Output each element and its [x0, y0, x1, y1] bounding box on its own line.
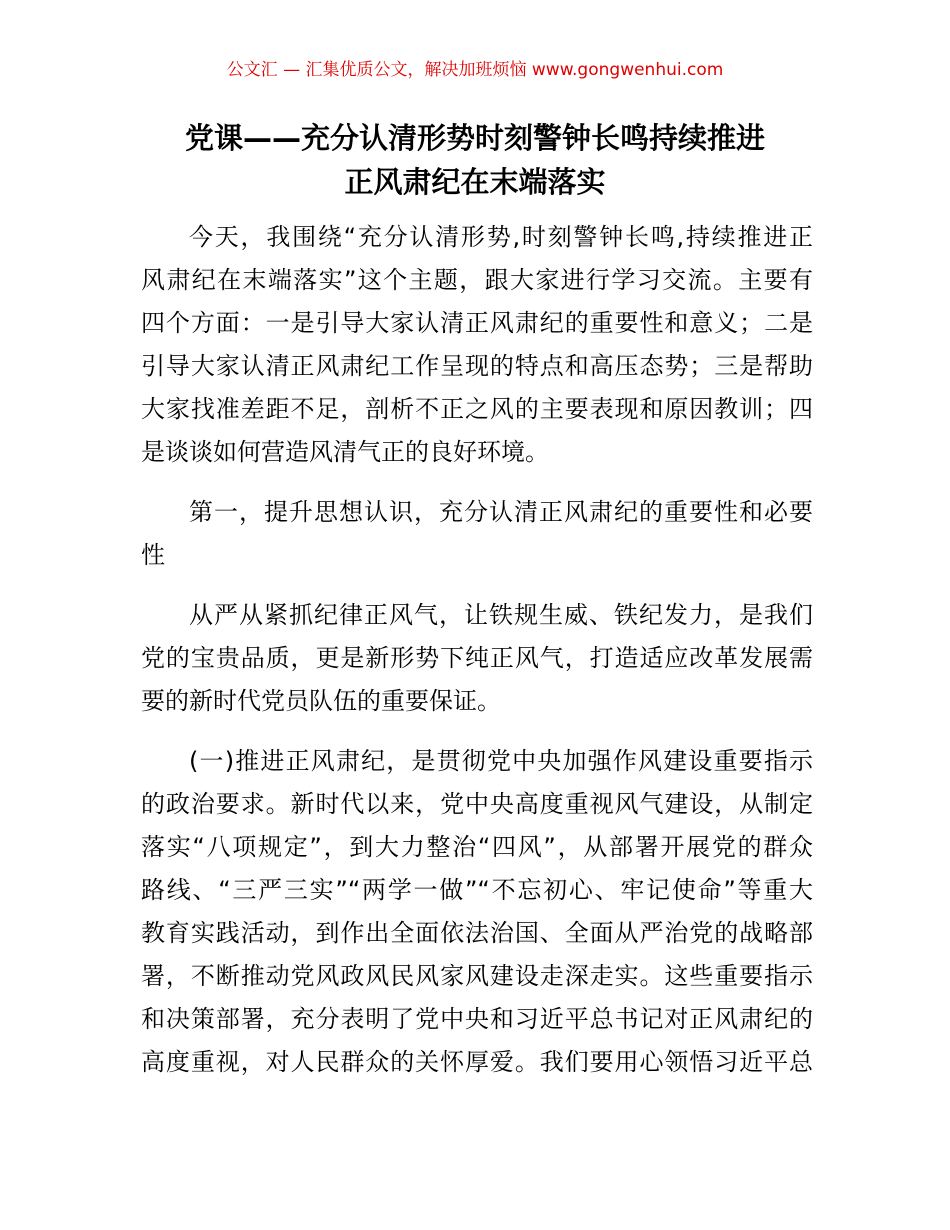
text-line: 教育实践活动，到作出全面依法治国、全面从严治党的战略部 — [141, 919, 813, 947]
text-line: 党的宝贵品质，更是新形势下纯正风气，打造适应改革发展需 — [141, 644, 813, 672]
text-line: 四个方面：一是引导大家认清正风肃纪的重要性和意义；二是 — [141, 309, 813, 337]
text-line: (一)推进正风肃纪，是贯彻党中央加强作风建设重要指示 — [189, 747, 813, 775]
text-line: 今天，我围绕“充分认清形势,时刻警钟长鸣,持续推进正 — [189, 223, 813, 251]
text-line: 引导大家认清正风肃纪工作呈现的特点和高压态势；三是帮助 — [141, 352, 813, 380]
text-line: 大家找准差距不足，剖析不正之风的主要表现和原因教训；四 — [141, 395, 813, 423]
text-line: 和决策部署，充分表明了党中央和习近平总书记对正风肃纪的 — [141, 1005, 813, 1033]
text-line: 署，不断推动党风政风民风家风建设走深走实。这些重要指示 — [141, 962, 813, 990]
document-body — [141, 216, 813, 1101]
document-title — [100, 116, 850, 204]
section-heading-1 — [141, 491, 813, 577]
text-line: 路线、“三严三实”“两学一做”“不忘初心、牢记使命”等重大 — [141, 876, 813, 904]
text-line: 高度重视，对人民群众的关怀厚爱。我们要用心领悟习近平总 — [141, 1048, 813, 1076]
title-line: 党课——充分认清形势时刻警钟长鸣持续推进 — [184, 121, 765, 155]
text-line: 从严从紧抓纪律正风气，让铁规生威、铁纪发力，是我们 — [189, 601, 813, 629]
site-banner: 公文汇 — 汇集优质公文，解决加班烦恼 www.gongwenhui.com — [226, 60, 724, 80]
paragraph-discipline — [141, 594, 813, 723]
text-line: 的政治要求。新时代以来，党中央高度重视风气建设，从制定 — [141, 790, 813, 818]
text-line: 是谈谈如何营造风清气正的良好环境。 — [141, 438, 549, 466]
paragraph-intro — [141, 216, 813, 474]
paragraph-point-1 — [141, 740, 813, 1084]
text-line: 第一，提升思想认识，充分认清正风肃纪的重要性和必要 — [189, 498, 813, 526]
text-line: 风肃纪在末端落实”这个主题，跟大家进行学习交流。主要有 — [141, 266, 813, 294]
title-line: 正风肃纪在末端落实 — [344, 165, 606, 199]
text-line: 落实“八项规定”，到大力整治“四风”，从部署开展党的群众 — [141, 833, 813, 861]
text-line: 性 — [141, 541, 165, 569]
text-line: 要的新时代党员队伍的重要保证。 — [141, 687, 501, 715]
